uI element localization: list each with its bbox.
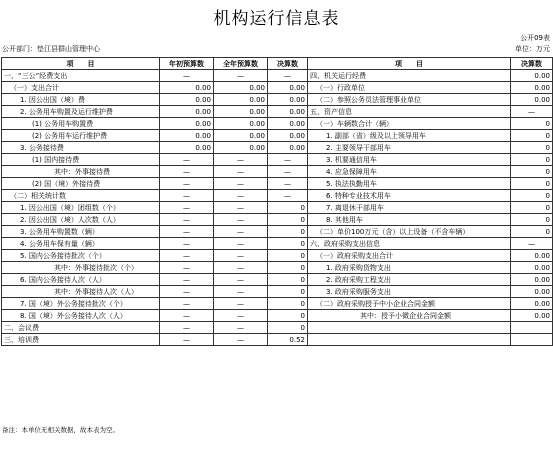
header-item-left: 项 目 — [2, 58, 160, 70]
table-row — [2, 130, 553, 142]
budget-begin-cell: — — [160, 226, 214, 238]
right-item-cell: （一）行政单位 — [308, 82, 511, 94]
table-row — [2, 322, 553, 334]
final-cell: 0.00 — [268, 94, 308, 106]
table-row — [2, 286, 553, 298]
final-cell: 0 — [268, 322, 308, 334]
left-item-cell: 三、培训费 — [2, 334, 160, 346]
final-cell: 0 — [268, 262, 308, 274]
table-header-row — [2, 58, 553, 70]
unit-label: 单位：万元 — [515, 45, 550, 53]
budget-begin-cell: — — [160, 166, 214, 178]
budget-full-cell: — — [214, 250, 268, 262]
budget-begin-cell: 0.00 — [160, 94, 214, 106]
table-row — [2, 70, 553, 82]
table-row — [2, 262, 553, 274]
right-item-cell: 1. 政府采购货物支出 — [308, 262, 511, 274]
table-row — [2, 226, 553, 238]
table-row — [2, 82, 553, 94]
budget-full-cell: — — [214, 214, 268, 226]
right-item-cell: 3. 政府采购服务支出 — [308, 286, 511, 298]
final-cell: 0.00 — [268, 142, 308, 154]
budget-full-cell: — — [214, 334, 268, 346]
final-right-cell: 0 — [511, 202, 553, 214]
left-item-cell: 1. 因公出国（境）团组数（个） — [2, 202, 160, 214]
left-item-cell: 其中：外事接待人次（人） — [2, 286, 160, 298]
final-right-cell: 0.00 — [511, 94, 553, 106]
table-row — [2, 298, 553, 310]
final-cell: — — [268, 166, 308, 178]
right-item-cell: 3. 机要通信用车 — [308, 154, 511, 166]
final-cell: 0 — [268, 226, 308, 238]
right-item-cell: 四、机关运行经费 — [308, 70, 511, 82]
header-item-right: 项 目 — [308, 58, 511, 70]
right-item-cell: 1. 副部（省）级及以上领导用车 — [308, 130, 511, 142]
budget-begin-cell: 0.00 — [160, 130, 214, 142]
budget-full-cell: — — [214, 154, 268, 166]
right-item-cell: 8. 其他用车 — [308, 214, 511, 226]
page-title: 机构运行信息表 — [213, 9, 340, 29]
final-cell: 0 — [268, 250, 308, 262]
final-right-cell: 0.00 — [511, 286, 553, 298]
right-item-cell — [308, 334, 511, 346]
budget-begin-cell: 0.00 — [160, 82, 214, 94]
header-budget-full: 全年预算数 — [214, 58, 268, 70]
budget-full-cell: — — [214, 70, 268, 82]
right-item-cell: （二）政府采购授予中小企业合同金额 — [308, 298, 511, 310]
budget-full-cell: — — [214, 238, 268, 250]
budget-begin-cell: 0.00 — [160, 142, 214, 154]
final-right-cell: 0 — [511, 214, 553, 226]
left-item-cell: 4. 公务用车保有量（辆） — [2, 238, 160, 250]
budget-begin-cell: — — [160, 334, 214, 346]
final-right-cell: 0 — [511, 226, 553, 238]
final-cell: 0.00 — [268, 130, 308, 142]
budget-full-cell: 0.00 — [214, 142, 268, 154]
header-budget-begin: 年初预算数 — [160, 58, 214, 70]
budget-full-cell: 0.00 — [214, 82, 268, 94]
right-item-cell: （二）单价100万元（含）以上设备（不含车辆） — [308, 226, 511, 238]
left-item-cell: 5. 国内公务接待批次（个） — [2, 250, 160, 262]
table-row — [2, 154, 553, 166]
right-item-cell: 其中：授予小微企业合同金额 — [308, 310, 511, 322]
final-cell: — — [268, 190, 308, 202]
budget-begin-cell: — — [160, 190, 214, 202]
budget-full-cell: — — [214, 286, 268, 298]
final-cell: 0 — [268, 238, 308, 250]
left-item-cell: (2) 公务用车运行维护费 — [2, 130, 160, 142]
right-item-cell: 5. 执法执勤用车 — [308, 178, 511, 190]
left-item-cell: 2. 公务用车购置及运行维护费 — [2, 106, 160, 118]
footnote: 备注：本单位无相关数据，故本表为空。 — [2, 426, 119, 434]
final-right-cell: 0 — [511, 154, 553, 166]
right-item-cell: （一）车辆数合计（辆） — [308, 118, 511, 130]
left-item-cell: (2) 国（境）外接待费 — [2, 178, 160, 190]
final-right-cell: — — [511, 106, 553, 118]
budget-begin-cell: — — [160, 154, 214, 166]
info-table — [1, 57, 553, 346]
left-item-cell: 3. 公务用车购置数（辆） — [2, 226, 160, 238]
final-cell: 0.00 — [268, 118, 308, 130]
table-row — [2, 118, 553, 130]
table-row — [2, 94, 553, 106]
final-right-cell: 0 — [511, 130, 553, 142]
right-item-cell: 4. 应急保障用车 — [308, 166, 511, 178]
final-right-cell: 0.00 — [511, 310, 553, 322]
final-right-cell: 0.00 — [511, 274, 553, 286]
budget-full-cell: — — [214, 166, 268, 178]
budget-full-cell: — — [214, 226, 268, 238]
final-right-cell: 0.00 — [511, 250, 553, 262]
table-row — [2, 250, 553, 262]
right-item-cell: 六、政府采购支出信息 — [308, 238, 511, 250]
final-cell: — — [268, 70, 308, 82]
right-item-cell: 2. 政府采购工程支出 — [308, 274, 511, 286]
header-final-right: 决算数 — [511, 58, 553, 70]
final-cell: 0 — [268, 274, 308, 286]
right-item-cell — [308, 322, 511, 334]
budget-full-cell: 0.00 — [214, 118, 268, 130]
final-right-cell: 0 — [511, 118, 553, 130]
table-body — [2, 70, 553, 346]
header-final: 决算数 — [268, 58, 308, 70]
table-row — [2, 166, 553, 178]
budget-full-cell: — — [214, 190, 268, 202]
budget-full-cell: — — [214, 322, 268, 334]
budget-begin-cell: — — [160, 70, 214, 82]
table-row — [2, 238, 553, 250]
budget-begin-cell: 0.00 — [160, 118, 214, 130]
left-item-cell: 其中：外事接待批次（个） — [2, 262, 160, 274]
left-item-cell: 二、会议费 — [2, 322, 160, 334]
final-cell: 0.00 — [268, 82, 308, 94]
final-right-cell: 0 — [511, 166, 553, 178]
budget-begin-cell: — — [160, 274, 214, 286]
budget-begin-cell: — — [160, 238, 214, 250]
budget-full-cell: 0.00 — [214, 130, 268, 142]
table-row — [2, 202, 553, 214]
final-right-cell: 0.00 — [511, 82, 553, 94]
budget-full-cell: — — [214, 262, 268, 274]
left-item-cell: 6. 国内公务接待人次（人） — [2, 274, 160, 286]
left-item-cell: （一）支出合计 — [2, 82, 160, 94]
budget-begin-cell: — — [160, 202, 214, 214]
final-right-cell: 0 — [511, 178, 553, 190]
budget-full-cell: — — [214, 298, 268, 310]
left-item-cell: （二）相关统计数 — [2, 190, 160, 202]
budget-full-cell: — — [214, 310, 268, 322]
left-item-cell: (1) 公务用车购置费 — [2, 118, 160, 130]
budget-full-cell: 0.00 — [214, 94, 268, 106]
final-right-cell — [511, 322, 553, 334]
budget-full-cell: — — [214, 274, 268, 286]
table-row — [2, 190, 553, 202]
right-item-cell: 2. 主要领导干部用车 — [308, 142, 511, 154]
budget-full-cell: 0.00 — [214, 106, 268, 118]
right-item-cell: （一）政府采购支出合计 — [308, 250, 511, 262]
budget-begin-cell: — — [160, 322, 214, 334]
final-cell: 0.00 — [268, 106, 308, 118]
table-row — [2, 274, 553, 286]
budget-full-cell: — — [214, 178, 268, 190]
header-info — [2, 44, 550, 56]
final-cell: 0.52 — [268, 334, 308, 346]
budget-begin-cell: — — [160, 262, 214, 274]
right-item-cell: 五、资产信息 — [308, 106, 511, 118]
table-row — [2, 334, 553, 346]
final-cell: 0 — [268, 286, 308, 298]
final-cell: — — [268, 178, 308, 190]
right-item-cell: 6. 特种专业技术用车 — [308, 190, 511, 202]
table-row — [2, 214, 553, 226]
left-item-cell: 一、“三公”经费支出 — [2, 70, 160, 82]
table-row — [2, 142, 553, 154]
final-cell: 0 — [268, 298, 308, 310]
final-right-cell: 0 — [511, 190, 553, 202]
left-item-cell: 8. 国（境）外公务接待人次（人） — [2, 310, 160, 322]
left-item-cell: 其中：外事接待费 — [2, 166, 160, 178]
final-right-cell: 0.00 — [511, 70, 553, 82]
budget-begin-cell: — — [160, 310, 214, 322]
table-row — [2, 178, 553, 190]
final-right-cell: 0.00 — [511, 262, 553, 274]
table-row — [2, 310, 553, 322]
left-item-cell: 3. 公务接待费 — [2, 142, 160, 154]
budget-begin-cell: — — [160, 214, 214, 226]
final-cell: 0 — [268, 202, 308, 214]
budget-full-cell: — — [214, 202, 268, 214]
left-item-cell: (1) 国内接待费 — [2, 154, 160, 166]
right-item-cell: 7. 离退休干部用车 — [308, 202, 511, 214]
left-item-cell: 7. 国（境）外公务接待批次（个） — [2, 298, 160, 310]
final-right-cell: — — [511, 238, 553, 250]
left-item-cell: 2. 因公出国（境）人次数（人） — [2, 214, 160, 226]
final-cell: 0 — [268, 310, 308, 322]
form-code: 公开09表 — [520, 34, 550, 42]
final-right-cell — [511, 334, 553, 346]
final-cell: — — [268, 154, 308, 166]
left-item-cell: 1. 因公出国（境）费 — [2, 94, 160, 106]
budget-begin-cell: — — [160, 178, 214, 190]
final-right-cell: 0.00 — [511, 298, 553, 310]
table-row — [2, 106, 553, 118]
budget-begin-cell: 0.00 — [160, 106, 214, 118]
final-cell: 0 — [268, 214, 308, 226]
final-right-cell: 0 — [511, 142, 553, 154]
right-item-cell: （二）参照公务员法管理事业单位 — [308, 94, 511, 106]
budget-begin-cell: — — [160, 250, 214, 262]
budget-begin-cell: — — [160, 298, 214, 310]
department-label: 公开部门：垫江县群山管理中心 — [2, 45, 100, 53]
budget-begin-cell: — — [160, 286, 214, 298]
